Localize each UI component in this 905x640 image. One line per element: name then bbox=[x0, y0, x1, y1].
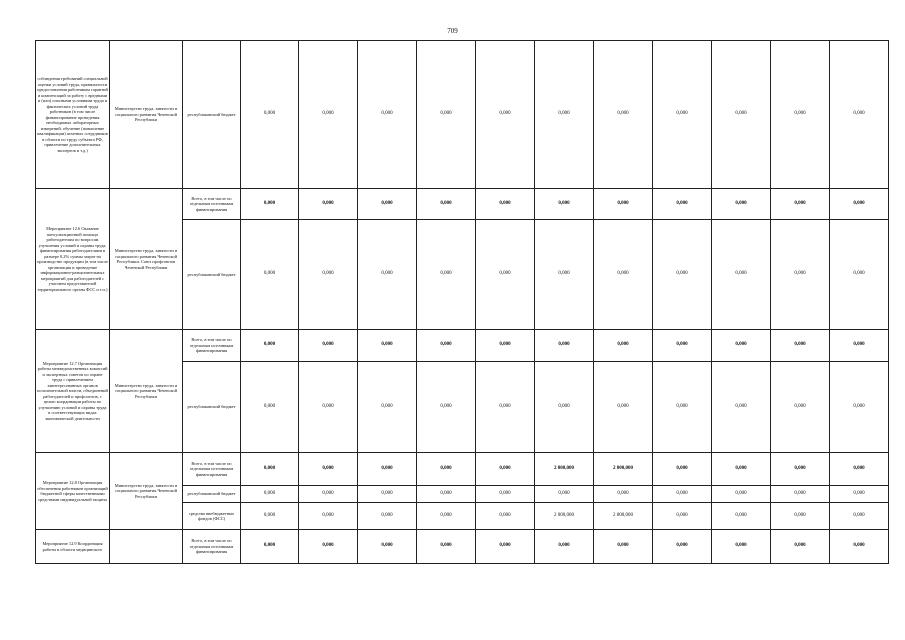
amount-cell: 0,000 bbox=[830, 41, 889, 189]
amount-cell: 0,000 bbox=[594, 330, 653, 362]
executor-name: Министерство труда, занятости и социального развития Чеченской Республики bbox=[110, 41, 183, 189]
measure-name: Мероприятие 12.7 Организация работы межведомственных комиссий и экспертных советов по охране труда с привлечением заинтересованных органов исполнительной власти, объединений работодателей и профсоюзов, с целью координации работы по улучшению условий и охраны труда в соответствующих видах экономической деятельности bbox=[36, 330, 110, 453]
amount-cell: 0,000 bbox=[712, 41, 771, 189]
funding-source: республиканский бюджет bbox=[183, 362, 241, 453]
amount-cell: 0,000 bbox=[712, 486, 771, 503]
amount-cell: 2 000,000 bbox=[594, 453, 653, 486]
executor-name: Министерство труда, занятости и социального развития Чеченской Республики. Союз профсоюзов Чеченской Республики bbox=[110, 189, 183, 330]
table-row bbox=[36, 41, 889, 189]
amount-cell: 0,000 bbox=[653, 220, 712, 330]
executor-name: Министерство труда, занятости и социального развития Чеченской Республики bbox=[110, 330, 183, 453]
amount-cell: 0,000 bbox=[712, 530, 771, 564]
amount-cell: 0,000 bbox=[417, 362, 476, 453]
amount-cell: 0,000 bbox=[594, 530, 653, 564]
measure-name: Мероприятие 12.8 Организация обеспечения работников организаций бюджетной сферы качественными средствами индивидуальной защиты bbox=[36, 453, 110, 530]
financing-table bbox=[35, 40, 889, 564]
amount-cell: 0,000 bbox=[830, 453, 889, 486]
amount-cell: 0,000 bbox=[299, 530, 358, 564]
amount-cell: 0,000 bbox=[241, 530, 299, 564]
amount-cell: 0,000 bbox=[241, 362, 299, 453]
amount-cell: 0,000 bbox=[417, 530, 476, 564]
amount-cell: 0,000 bbox=[358, 220, 417, 330]
amount-cell: 0,000 bbox=[594, 362, 653, 453]
amount-cell: 0,000 bbox=[299, 486, 358, 503]
amount-cell: 0,000 bbox=[830, 503, 889, 530]
amount-cell: 0,000 bbox=[712, 330, 771, 362]
amount-cell: 0,000 bbox=[358, 189, 417, 220]
funding-source: Всего, в том числе по отдельным источникам финансирования bbox=[183, 189, 241, 220]
amount-cell: 0,000 bbox=[358, 362, 417, 453]
amount-cell: 0,000 bbox=[830, 486, 889, 503]
amount-cell: 0,000 bbox=[241, 220, 299, 330]
amount-cell: 0,000 bbox=[771, 220, 830, 330]
amount-cell: 0,000 bbox=[241, 330, 299, 362]
amount-cell: 0,000 bbox=[476, 486, 535, 503]
amount-cell: 0,000 bbox=[653, 362, 712, 453]
amount-cell: 0,000 bbox=[712, 220, 771, 330]
amount-cell: 0,000 bbox=[771, 330, 830, 362]
amount-cell: 0,000 bbox=[476, 189, 535, 220]
amount-cell: 0,000 bbox=[535, 330, 594, 362]
amount-cell: 0,000 bbox=[771, 486, 830, 503]
amount-cell: 0,000 bbox=[476, 362, 535, 453]
amount-cell: 0,000 bbox=[299, 220, 358, 330]
amount-cell: 2 000,000 bbox=[535, 503, 594, 530]
measure-name: соблюдения требований специальной оценки условий труда, правильности предоставления работникам гарантий и компенсаций за работу с вредными и (или) опасными условиями труда и фактических условий труда работников (в том числе финансирование проведения необходимых лабораторных измерений, обучение (повышение квалификации) штатных сотрудников в области по труду субъекта РФ, привлечение дополнительных экспертов и т.д.) bbox=[36, 41, 110, 189]
amount-cell: 0,000 bbox=[358, 41, 417, 189]
funding-source: Всего, в том числе по отдельным источникам финансирования bbox=[183, 530, 241, 564]
amount-cell: 0,000 bbox=[653, 530, 712, 564]
table-row bbox=[36, 453, 889, 486]
amount-cell: 0,000 bbox=[771, 41, 830, 189]
amount-cell: 0,000 bbox=[417, 503, 476, 530]
table-row bbox=[36, 530, 889, 564]
amount-cell: 0,000 bbox=[358, 453, 417, 486]
amount-cell: 0,000 bbox=[712, 189, 771, 220]
amount-cell: 0,000 bbox=[358, 330, 417, 362]
amount-cell: 0,000 bbox=[653, 486, 712, 503]
amount-cell: 0,000 bbox=[299, 189, 358, 220]
amount-cell: 0,000 bbox=[712, 362, 771, 453]
measure-name: Мероприятие 12.6 Оказание консультационной помощи работодателям по вопросам улучшения условий и охраны труда, финансирования работодателями в размере 0,2% суммы затрат на производство продукции (в том числе организация и проведение информационно-разъяснительных мероприятий для работодателей с участием представителей территориального органа ФСС и т.п.) bbox=[36, 189, 110, 330]
funding-source: средства внебюджетных фондов (ФСС) bbox=[183, 503, 241, 530]
amount-cell: 0,000 bbox=[594, 220, 653, 330]
amount-cell: 0,000 bbox=[830, 220, 889, 330]
measure-name: Мероприятие 12.9 Координация работы в области медицинского bbox=[36, 530, 110, 564]
amount-cell: 0,000 bbox=[476, 220, 535, 330]
table-row bbox=[36, 189, 889, 220]
executor-name: Министерство труда, занятости и социального развития Чеченской Республики bbox=[110, 453, 183, 530]
amount-cell: 0,000 bbox=[594, 486, 653, 503]
amount-cell: 0,000 bbox=[358, 486, 417, 503]
funding-source: Всего, в том числе по отдельным источникам финансирования bbox=[183, 330, 241, 362]
amount-cell: 0,000 bbox=[653, 453, 712, 486]
amount-cell: 0,000 bbox=[535, 530, 594, 564]
amount-cell: 2 000,000 bbox=[594, 503, 653, 530]
amount-cell: 0,000 bbox=[299, 453, 358, 486]
amount-cell: 0,000 bbox=[771, 453, 830, 486]
amount-cell: 0,000 bbox=[241, 41, 299, 189]
executor-name bbox=[110, 530, 183, 564]
amount-cell: 0,000 bbox=[653, 41, 712, 189]
funding-source: республиканский бюджет bbox=[183, 220, 241, 330]
amount-cell: 0,000 bbox=[476, 453, 535, 486]
amount-cell: 0,000 bbox=[830, 362, 889, 453]
funding-source: Всего, в том числе по отдельным источникам финансирования bbox=[183, 453, 241, 486]
amount-cell: 0,000 bbox=[594, 41, 653, 189]
amount-cell: 0,000 bbox=[358, 530, 417, 564]
amount-cell: 0,000 bbox=[712, 453, 771, 486]
amount-cell: 0,000 bbox=[417, 330, 476, 362]
amount-cell: 0,000 bbox=[712, 503, 771, 530]
amount-cell: 0,000 bbox=[241, 503, 299, 530]
amount-cell: 0,000 bbox=[417, 220, 476, 330]
amount-cell: 0,000 bbox=[417, 486, 476, 503]
amount-cell: 0,000 bbox=[476, 503, 535, 530]
amount-cell: 0,000 bbox=[771, 362, 830, 453]
funding-source: республиканский бюджет bbox=[183, 41, 241, 189]
amount-cell: 0,000 bbox=[299, 41, 358, 189]
amount-cell: 0,000 bbox=[476, 330, 535, 362]
amount-cell: 0,000 bbox=[535, 362, 594, 453]
funding-source: республиканский бюджет bbox=[183, 486, 241, 503]
page-number: 709 bbox=[447, 27, 458, 35]
amount-cell: 0,000 bbox=[653, 503, 712, 530]
amount-cell: 0,000 bbox=[771, 503, 830, 530]
amount-cell: 0,000 bbox=[299, 330, 358, 362]
amount-cell: 0,000 bbox=[241, 453, 299, 486]
amount-cell: 0,000 bbox=[241, 189, 299, 220]
amount-cell: 0,000 bbox=[476, 41, 535, 189]
amount-cell: 0,000 bbox=[535, 220, 594, 330]
amount-cell: 0,000 bbox=[299, 503, 358, 530]
amount-cell: 2 000,000 bbox=[535, 453, 594, 486]
amount-cell: 0,000 bbox=[594, 189, 653, 220]
amount-cell: 0,000 bbox=[830, 530, 889, 564]
amount-cell: 0,000 bbox=[535, 189, 594, 220]
amount-cell: 0,000 bbox=[535, 486, 594, 503]
amount-cell: 0,000 bbox=[417, 41, 476, 189]
table-row bbox=[36, 330, 889, 362]
amount-cell: 0,000 bbox=[241, 486, 299, 503]
amount-cell: 0,000 bbox=[653, 189, 712, 220]
amount-cell: 0,000 bbox=[771, 530, 830, 564]
amount-cell: 0,000 bbox=[299, 362, 358, 453]
amount-cell: 0,000 bbox=[830, 330, 889, 362]
amount-cell: 0,000 bbox=[771, 189, 830, 220]
amount-cell: 0,000 bbox=[417, 189, 476, 220]
amount-cell: 0,000 bbox=[535, 41, 594, 189]
amount-cell: 0,000 bbox=[358, 503, 417, 530]
amount-cell: 0,000 bbox=[417, 453, 476, 486]
amount-cell: 0,000 bbox=[653, 330, 712, 362]
amount-cell: 0,000 bbox=[830, 189, 889, 220]
amount-cell: 0,000 bbox=[476, 530, 535, 564]
